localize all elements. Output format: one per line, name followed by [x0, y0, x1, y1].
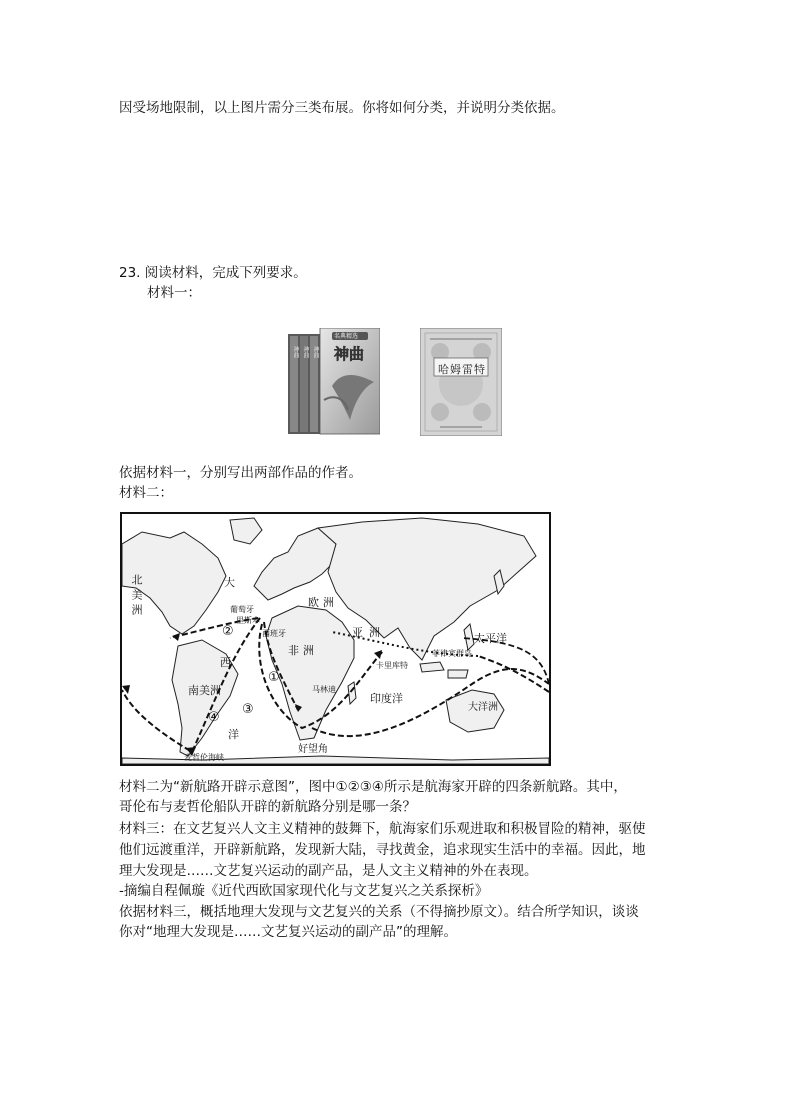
label-philippines: 菲律宾群岛 [432, 649, 472, 658]
divine-comedy-spine-2: 神曲 [302, 346, 309, 358]
label-europe: 欧洲 [308, 596, 338, 609]
label-pacific: 太平洋 [474, 632, 507, 645]
question-23-title: 23. 阅读材料，完成下列要求。 [119, 265, 307, 281]
label-yang: 洋 [228, 728, 239, 741]
material-3-text-1: 材料三：在文艺复兴人文主义精神的鼓舞下，航海家们乐观进取和积极冒险的精神，驱使 [119, 821, 646, 837]
label-portugal: 葡萄牙 [230, 605, 254, 614]
label-xi: 西 [220, 656, 231, 669]
label-malindi: 马林迪 [312, 685, 336, 694]
material-2-label: 材料二： [119, 485, 173, 501]
material-2-text-2: 哥伦布与麦哲伦船队开辟的新航路分别是哪一条？ [119, 799, 416, 815]
material-1-label: 材料一： [147, 285, 201, 301]
label-indian-ocean: 印度洋 [370, 692, 403, 705]
intro-question: 因受场地限制，以上图片需分三类布展。你将如何分类，并说明分类依据。 [119, 100, 565, 116]
hamlet-title: 哈姆雷特 [438, 363, 486, 376]
label-north-america: 北美洲 [130, 574, 143, 619]
route-4-marker: ④ [208, 710, 220, 725]
label-australia: 大洋洲 [468, 702, 498, 713]
material-3-question-2: 你对“地理大发现是……文艺复兴运动的副产品”的理解。 [119, 924, 457, 940]
divine-comedy-book-image [288, 328, 380, 436]
label-south-america: 南美洲 [188, 684, 221, 697]
greenland-shape [230, 518, 262, 544]
route-4-indian-path [312, 669, 549, 736]
label-africa: 非洲 [288, 644, 318, 657]
divine-comedy-spine-3: 神曲 [312, 346, 319, 358]
label-cape: 好望角 [298, 744, 328, 755]
label-calicut: 卡里库特 [376, 661, 408, 670]
label-asia: 亚洲 [352, 626, 386, 639]
divine-comedy-badge: 名典精选 [334, 333, 359, 340]
material-3-text-2: 他们远渡重洋，开辟新航路，发现新大陆，寻找黄金，追求现实生活中的幸福。因此，地 [119, 842, 646, 858]
material-1-question: 依据材料一，分别写出两部作品的作者。 [119, 465, 362, 481]
route-2-marker: ② [222, 624, 234, 639]
divine-comedy-spine-1: 神曲 [292, 346, 299, 358]
label-lisbon: 里斯本 [236, 616, 260, 625]
label-spain: 西班牙 [262, 629, 286, 638]
route-1-marker: ① [268, 670, 280, 685]
hamlet-book-image [420, 328, 502, 436]
divine-comedy-title: 神曲 [334, 345, 365, 363]
europe-shape [254, 528, 336, 600]
material-2-text-1: 材料二为“新航路开辟示意图”，图中①②③④所示是航海家开辟的四条新航路。其中， [119, 779, 627, 795]
label-magellan: 麦哲伦海峡 [184, 753, 224, 762]
material-3-question-1: 依据材料三，概括地理大发现与文艺复兴的关系（不得摘抄原文）。结合所学知识，谈谈 [119, 904, 639, 920]
new-routes-map [120, 512, 551, 766]
route-3-marker: ③ [242, 702, 254, 717]
material-3-source: -摘编自程佩璇《近代西欧国家现代化与文艺复兴之关系探析》 [119, 883, 489, 899]
material-3-text-3: 理大发现是……文艺复兴运动的副产品，是人文主义精神的外在表现。 [119, 863, 538, 879]
label-da: 大 [224, 576, 235, 589]
